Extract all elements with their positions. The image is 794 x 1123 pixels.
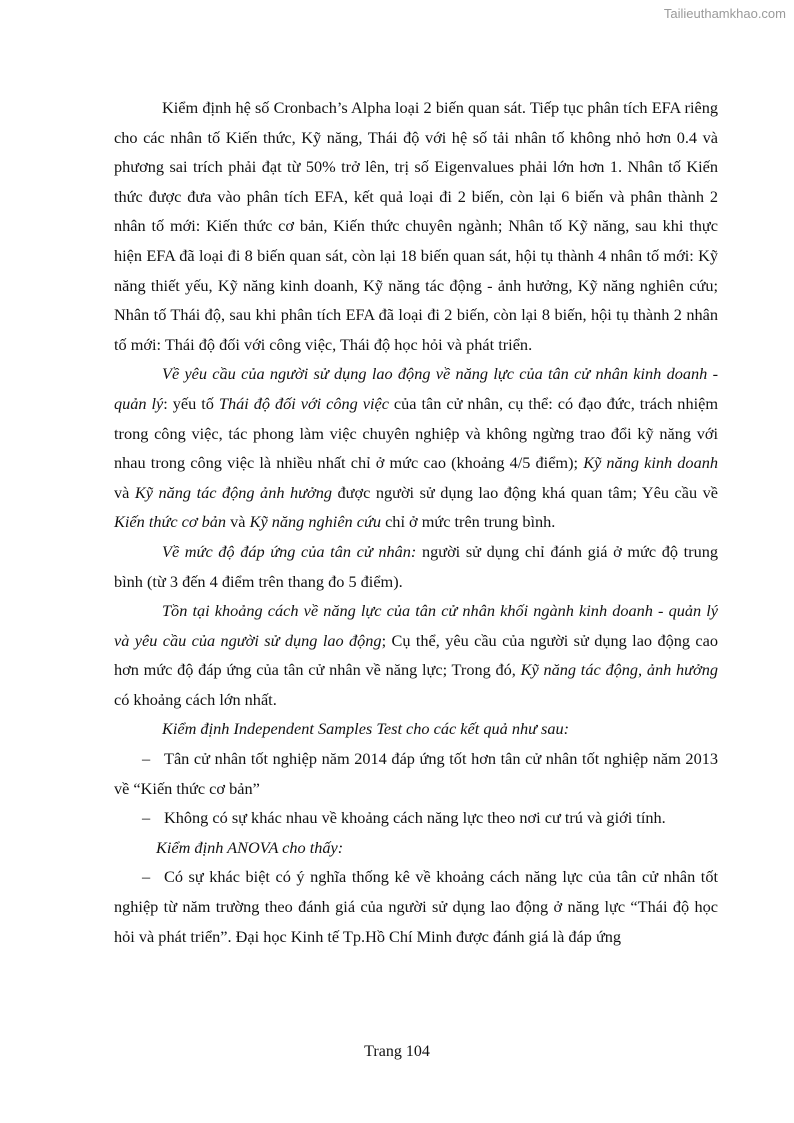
list-item-text: Có sự khác biệt có ý nghĩa thống kê về khoảng cách năng lực của tân cử nhân tốt nghiệp từ năm trường theo đánh giá của người sử dụng lao động ở năng lực “Thái độ học hỏi và phát triển”. Đại học Kinh tế Tp.Hồ Chí Minh được đánh giá là đáp ứng bbox=[114, 867, 718, 946]
paragraph-competency-gap bbox=[114, 596, 718, 714]
italic-term: Kỹ năng nghiên cứu bbox=[249, 512, 382, 532]
text-run: chỉ ở mức trên trung bình. bbox=[381, 512, 556, 532]
paragraph-graduate-response bbox=[114, 537, 718, 596]
italic-term: Kỹ năng kinh doanh bbox=[583, 453, 718, 473]
list-item bbox=[114, 744, 718, 803]
italic-term: Thái độ đối với công việc bbox=[218, 393, 389, 413]
paragraph-efa-analysis: Kiểm định hệ số Cronbach’s Alpha loại 2 biến quan sát. Tiếp tục phân tích EFA riêng cho các nhân tố Kiến thức, Kỹ năng, Thái độ với hệ số tải nhân tố không nhỏ hơn 0.4 và phương sai trích phải đạt từ 50% trở lên, trị số Eigenvalues phải lớn hơn 1. Nhân tố Kiến thức được đưa vào phân tích EFA, kết quả loại đi 2 biến, còn lại 6 biến và phân thành 2 nhân tố mới: Kiến thức cơ bản, Kiến thức chuyên ngành; Nhân tố Kỹ năng, sau khi thực hiện EFA đã loại đi 8 biến quan sát, còn lại 18 biến quan sát, hội tụ thành 4 nhân tố mới: Kỹ năng thiết yếu, Kỹ năng kinh doanh, Kỹ năng tác động - ảnh hưởng, Kỹ năng nghiên cứu; Nhân tố Thái độ, sau khi phân tích EFA đã loại đi 2 biến, còn lại 8 biến, hội tụ thành 2 nhân tố mới: Thái độ đối với công việc, Thái độ học hỏi và phát triển. bbox=[114, 98, 718, 354]
dash-bullet: – bbox=[142, 867, 151, 887]
dash-bullet: – bbox=[142, 749, 151, 769]
text-run: được người sử dụng lao động khá quan tâm; Yêu cầu về bbox=[332, 482, 718, 502]
paragraph-independent-test-heading: Kiểm định Independent Samples Test cho các kết quả như sau: bbox=[162, 719, 570, 739]
text-run: ; Cụ thể, yêu cầu của người sử dụng lao động cao hơn mức độ đáp ứng của tân cử nhân về năng lực; Trong đó, bbox=[114, 630, 718, 680]
text-run: : yếu tố bbox=[163, 393, 219, 413]
list-item bbox=[114, 803, 718, 833]
page-number: Trang 104 bbox=[364, 1043, 430, 1060]
list-item-text: Không có sự khác nhau về khoảng cách năng lực theo nơi cư trú và giới tính. bbox=[164, 808, 666, 828]
text-run: và bbox=[114, 482, 135, 502]
watermark: Tailieuthamkhao.com bbox=[663, 6, 786, 21]
italic-heading: Tồn tại khoảng cách về năng lực của tân cử nhân khối ngành kinh doanh - quản lý và yêu cầu của người sử dụng lao động bbox=[114, 601, 718, 650]
paragraph-anova-heading: Kiểm định ANOVA cho thấy: bbox=[156, 837, 344, 857]
paragraph-employer-requirements bbox=[114, 359, 718, 537]
text-run: có khoảng cách lớn nhất. bbox=[114, 689, 277, 709]
text-run: người sử dụng chỉ đánh giá ở mức độ trung bình (từ 3 đến 4 điểm trên thang đo 5 điểm). bbox=[114, 541, 718, 591]
text-run: của tân cử nhân, cụ thể: có đạo đức, trách nhiệm trong công việc, tác phong làm việc chuyên nghiệp và không ngừng trao đổi kỹ năng với nhau trong công việc là nhiều nhất chỉ ở mức cao (khoảng 4/5 điểm); bbox=[114, 393, 719, 473]
italic-heading: Về mức độ đáp ứng của tân cử nhân: bbox=[162, 541, 417, 561]
list-item bbox=[114, 862, 718, 951]
italic-term: Kỹ năng tác động ảnh hưởng bbox=[134, 482, 332, 502]
italic-term: Kỹ năng tác động, ảnh hưởng bbox=[520, 660, 718, 680]
italic-term: Kiến thức cơ bản bbox=[114, 512, 227, 532]
list-item-text: Tân cử nhân tốt nghiệp năm 2014 đáp ứng tốt hơn tân cử nhân tốt nghiệp năm 2013 về “Kiến thức cơ bản” bbox=[114, 749, 718, 798]
dash-bullet: – bbox=[142, 808, 151, 828]
text-run: và bbox=[226, 512, 250, 532]
document-body bbox=[114, 93, 718, 951]
italic-heading: Về yêu cầu của người sử dụng lao động về năng lực của tân cử nhân kinh doanh - quản lý bbox=[114, 364, 718, 413]
